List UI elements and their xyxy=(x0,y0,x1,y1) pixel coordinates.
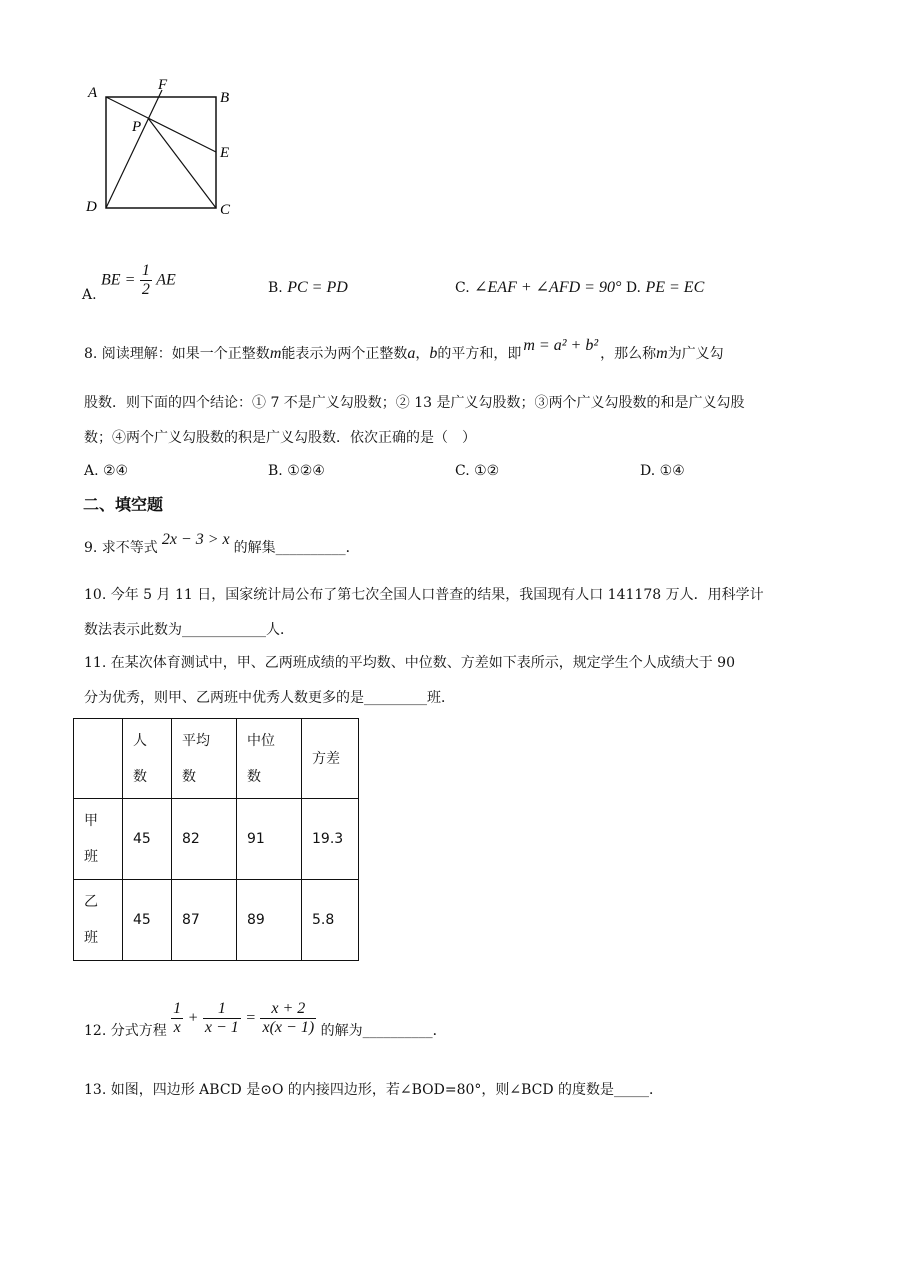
label-p: P xyxy=(132,119,142,135)
header-count: 人 数 xyxy=(123,719,172,799)
table-header-row xyxy=(74,719,359,799)
q7-option-c: C. ∠EAF + ∠AFD = 90° D. PE = EC xyxy=(455,279,705,296)
table-cell: 87 xyxy=(172,880,237,961)
label-e: E xyxy=(220,145,230,161)
q11-line-2: 分为优秀，则甲、乙两班中优秀人数更多的是_________班． xyxy=(84,690,455,706)
q8-option-b: B. ①②④ xyxy=(268,463,325,479)
q8-option-c: C. ①② xyxy=(455,463,500,479)
q8-line-3: 数；④两个广义勾股数的积是广义勾股数．依次正确的是（ ） xyxy=(84,430,476,446)
q7-option-b: B. PC = PD xyxy=(268,279,348,296)
header-median: 中位 数 xyxy=(237,719,302,799)
table-cell: 19.3 xyxy=(302,799,359,880)
q8-option-d: D. ①④ xyxy=(640,463,685,479)
label-f: F xyxy=(158,77,168,93)
square-abcd xyxy=(106,97,216,208)
fraction-x-plus-2: $\frac{x + 2}{x(x - 1)}$ xyxy=(262,1000,315,1036)
table-corner-cell xyxy=(74,719,123,799)
square-figure xyxy=(80,72,250,222)
table-cell: 91 xyxy=(237,799,302,880)
table-cell: 89 xyxy=(237,880,302,961)
table-cell: 5.8 xyxy=(302,880,359,961)
table-cell: 45 xyxy=(123,799,172,880)
fraction-one-half: $\frac{1}{2}$ xyxy=(141,262,150,298)
fraction-1-over-x-minus-1: $\frac{1}{x - 1}$ xyxy=(204,1000,239,1036)
line-p-to-c xyxy=(148,118,216,208)
table-cell: 82 xyxy=(172,799,237,880)
table-row xyxy=(74,799,359,880)
table-cell: 45 xyxy=(123,880,172,961)
line-d-to-f xyxy=(106,90,162,208)
label-d: D xyxy=(86,199,97,215)
stats-table xyxy=(73,718,359,961)
header-variance: 方差 xyxy=(302,719,359,799)
q11-line-1: 11. 在某次体育测试中，甲、乙两班成绩的平均数、中位数、方差如下表所示，规定学生个人成绩大于 90 xyxy=(84,655,735,671)
table-row xyxy=(74,880,359,961)
row-label: 乙 班 xyxy=(74,880,123,961)
q9: 9. 求不等式 2x − 3 > x 的解集__________． xyxy=(84,531,360,556)
label-b: B xyxy=(220,90,230,106)
row-label: 甲 班 xyxy=(74,799,123,880)
fraction-1-over-x: $\frac{1}{x}$ xyxy=(173,1000,182,1036)
q8-line-2: 股数．则下面的四个结论：① 7 不是广义勾股数；② 13 是广义勾股数；③两个广义勾股数的和是广义勾股 xyxy=(84,395,745,411)
q10-line-1: 10. 今年 5 月 11 日，国家统计局公布了第七次全国人口普查的结果，我国现有人口 141178 万人．用科学计 xyxy=(84,587,764,603)
q13: 13. 如图，四边形 ABCD 是⊙O 的内接四边形，若∠BOD=80°，则∠BCD 的度数是_____． xyxy=(84,1082,664,1098)
label-c: C xyxy=(220,202,231,218)
label-a: A xyxy=(88,85,98,101)
section-heading: 二、填空题 xyxy=(83,495,164,514)
q8-option-a: A. ②④ xyxy=(84,463,129,479)
line-af-to-c xyxy=(106,97,216,152)
q7-option-a: A. BE = $\frac{1}{2}$ AE xyxy=(82,262,176,303)
q10-line-2: 数法表示此数为____________人． xyxy=(84,622,294,638)
q12: 12. 分式方程 $\frac{1}{x}$ + $\frac{1}{x - 1}$ = $\frac{x + 2}{x(x - 1)}$ 的解为__________． xyxy=(84,1000,447,1039)
header-mean: 平均 数 xyxy=(172,719,237,799)
q8-line-1: 8. 阅读理解：如果一个正整数m能表示为两个正整数a，b的平方和，即 m = a² + b² ，那么称m为广义勾 xyxy=(84,337,724,362)
